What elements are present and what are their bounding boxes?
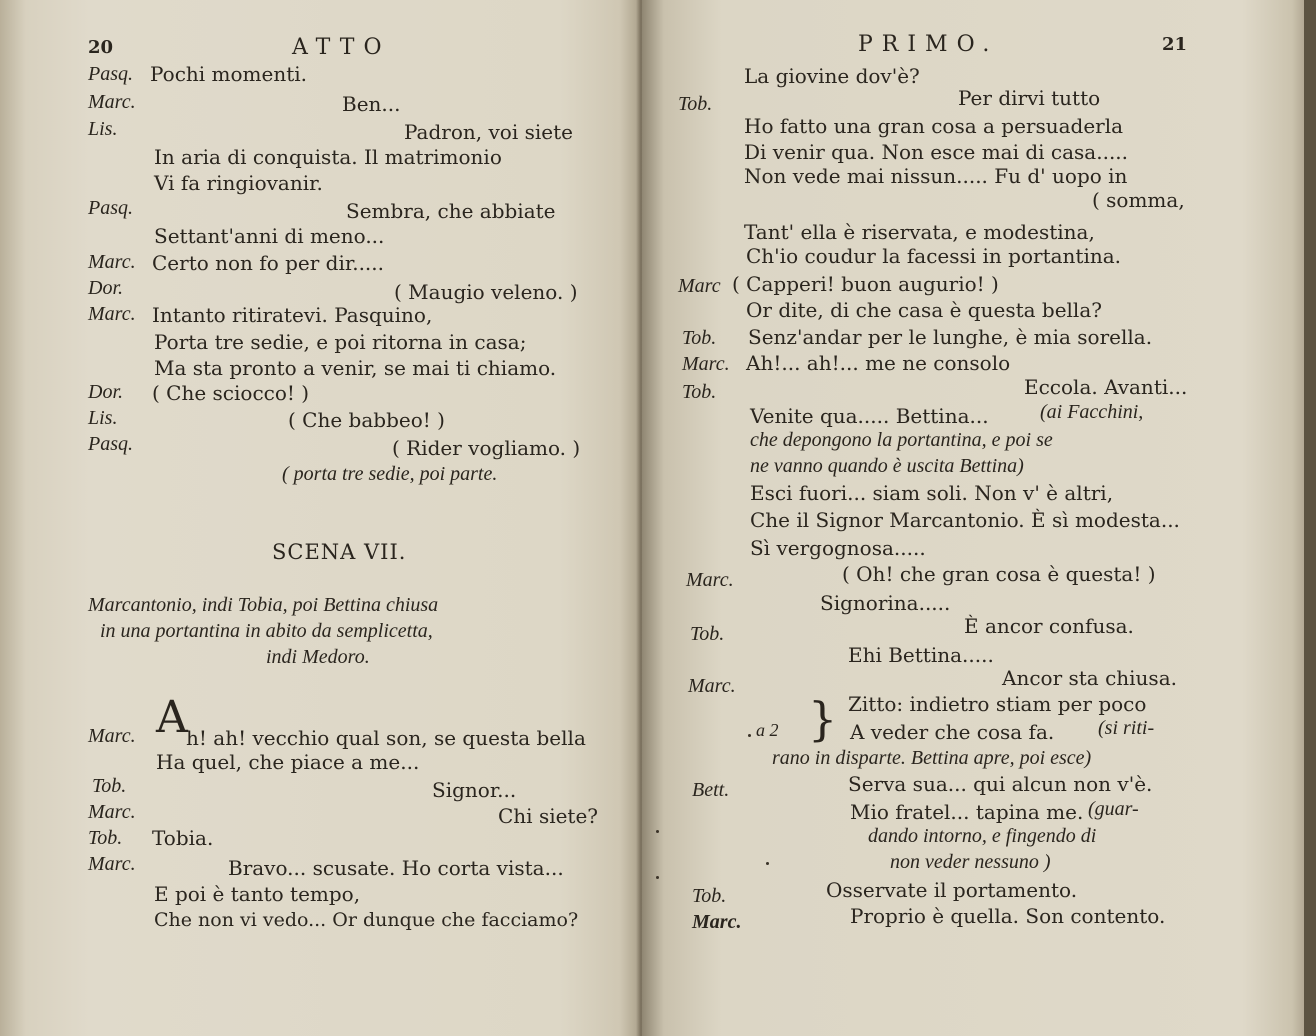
verse-line: ( Maugio veleno. ) — [394, 280, 578, 304]
verse-line: Padron, voi siete — [404, 120, 573, 144]
speaker: Pasq. — [88, 433, 133, 455]
stage-direction: rano in disparte. Bettina apre, poi esce) — [772, 747, 1092, 769]
verse-line: Pochi momenti. — [150, 62, 308, 86]
verse-line: Ch'io coudur la facessi in portantina. — [746, 244, 1121, 268]
verse-line: Osservate il portamento. — [826, 878, 1078, 902]
stage-direction: (guar- — [1088, 798, 1139, 820]
speaker: Marc. — [682, 353, 730, 375]
right-page — [642, 0, 1312, 1036]
verse-line: Zitto: indietro stiam per poco — [848, 692, 1147, 716]
scene-description: Marcantonio, indi Tobia, poi Bettina chiusa — [88, 594, 439, 616]
speaker: Dor. — [88, 277, 124, 299]
speaker: Pasq. — [88, 63, 133, 85]
speaker: Marc — [678, 275, 721, 297]
stage-direction: ne vanno quando è uscita Bettina) — [750, 455, 1024, 477]
verse-line: Che il Signor Marcantonio. È sì modesta... — [750, 508, 1180, 532]
verse-line: ( somma, — [1092, 188, 1185, 212]
verse-line: La giovine dov'è? — [744, 64, 920, 88]
verse-line: Ah!... ah!... me ne consolo — [746, 351, 1011, 375]
speaker: Lis. — [88, 118, 118, 140]
verse-line: Non vede mai nissun..... Fu d' uopo in — [744, 164, 1128, 188]
page-edge — [1304, 0, 1316, 1036]
speaker: Marc. — [88, 725, 136, 747]
verse-line: ( Capperi! buon augurio! ) — [732, 272, 999, 296]
verse-line: Porta tre sedie, e poi ritorna in casa; — [154, 330, 527, 354]
speaker: Tob. — [678, 93, 713, 115]
drop-cap: A — [156, 692, 188, 743]
verse-line: Settant'anni di meno... — [154, 224, 385, 248]
speaker: Pasq. — [88, 197, 133, 219]
left-page — [0, 0, 642, 1036]
verse-line: ( Che babbeo! ) — [288, 408, 445, 432]
stage-direction: (si riti- — [1098, 717, 1155, 739]
speaker: Tob. — [682, 381, 717, 403]
scene-description: indi Medoro. — [266, 646, 370, 668]
speaker: Marc. — [686, 569, 734, 591]
verse-line: Ben... — [342, 92, 401, 116]
speaker: Lis. — [88, 407, 118, 429]
verse-line: Eccola. Avanti... — [1024, 375, 1188, 399]
verse-line: Senz'andar per le lunghe, è mia sorella. — [748, 325, 1153, 349]
verse-line: Ma sta pronto a venir, se mai ti chiamo. — [154, 356, 557, 380]
verse-line: Per dirvi tutto — [958, 86, 1101, 110]
verse-line: Chi siete? — [498, 804, 599, 828]
verse-line: Signorina..... — [820, 591, 951, 615]
verse-line: Esci fuori... siam soli. Non v' è altri, — [750, 481, 1114, 505]
verse-line: E poi è tanto tempo, — [154, 882, 361, 906]
verse-line: È ancor confusa. — [964, 614, 1134, 638]
verse-line: Mio fratel... tapina me. — [850, 800, 1084, 824]
scene-title: SCENA VII. — [272, 540, 407, 564]
speaker: Tob. — [92, 775, 127, 797]
verse-line: Vi fa ringiovanir. — [154, 171, 323, 195]
verse-line: Ehi Bettina..... — [848, 643, 994, 667]
speaker: Tob. — [692, 885, 727, 907]
speaker: Marc. — [688, 675, 736, 697]
verse-line: Tant' ella è riservata, e modestina, — [744, 220, 1095, 244]
speaker: Bett. — [692, 779, 730, 801]
page-number: 21 — [1162, 34, 1188, 55]
verse-line: Intanto ritiratevi. Pasquino, — [152, 303, 433, 327]
speaker: Dor. — [88, 381, 124, 403]
stage-direction: (ai Facchini, — [1040, 401, 1144, 423]
verse-line: Serva sua... qui alcun non v'è. — [848, 772, 1153, 796]
running-head: ATTO — [292, 35, 391, 60]
verse-line: Che non vi vedo... Or dunque che facciamo? — [154, 909, 579, 931]
speaker: Tob. — [690, 623, 725, 645]
stage-direction: non veder nessuno ) — [890, 851, 1051, 873]
verse-line: Certo non fo per dir..... — [152, 251, 385, 275]
verse-line: Signor... — [432, 778, 517, 802]
verse-line: In aria di conquista. Il matrimonio — [154, 145, 502, 169]
page-number: 20 — [88, 37, 114, 58]
verse-line: Ha quel, che piace a me... — [156, 750, 420, 774]
verse-line: Bravo... scusate. Ho corta vista... — [228, 856, 564, 880]
speaker: Tob. — [88, 827, 123, 849]
verse-line: Tobia. — [152, 826, 214, 850]
stage-direction: ( porta tre sedie, poi parte. — [282, 463, 498, 485]
brace: } — [808, 692, 838, 746]
stage-direction: che depongono la portantina, e poi se — [750, 429, 1053, 451]
verse-line: ( Rider vogliamo. ) — [392, 436, 581, 460]
speaker: a 2 — [756, 720, 779, 740]
speck — [748, 734, 751, 737]
speck — [766, 862, 769, 865]
running-head: PRIMO. — [858, 32, 999, 57]
speaker: Marc. — [88, 251, 136, 273]
verse-line: Di venir qua. Non esce mai di casa..... — [744, 140, 1129, 164]
verse-line: Ho fatto una gran cosa a persuaderla — [744, 114, 1124, 138]
speaker: Marc. — [88, 91, 136, 113]
speaker: Tob. — [682, 327, 717, 349]
speck — [656, 876, 659, 879]
stage-direction: dando intorno, e fingendo di — [868, 825, 1097, 847]
verse-line: Or dite, di che casa è questa bella? — [746, 298, 1102, 322]
verse-line: Sembra, che abbiate — [346, 199, 556, 223]
verse-line: A veder che cosa fa. — [850, 720, 1055, 744]
verse-line: Proprio è quella. Son contento. — [850, 904, 1166, 928]
verse-line: Sì vergognosa..... — [750, 536, 926, 560]
speck — [656, 830, 659, 833]
verse-line: h! ah! vecchio qual son, se questa bella — [186, 726, 586, 750]
speaker: Marc. — [88, 853, 136, 875]
speaker: Marc. — [692, 911, 742, 933]
verse-line: ( Che sciocco! ) — [152, 381, 310, 405]
verse-line: ( Oh! che gran cosa è questa! ) — [842, 562, 1156, 586]
scene-description: in una portantina in abito da semplicetta, — [100, 620, 433, 642]
verse-line: Venite qua..... Bettina... — [750, 404, 989, 428]
speaker: Marc. — [88, 801, 136, 823]
verse-line: Ancor sta chiusa. — [1002, 666, 1177, 690]
speaker: Marc. — [88, 303, 136, 325]
